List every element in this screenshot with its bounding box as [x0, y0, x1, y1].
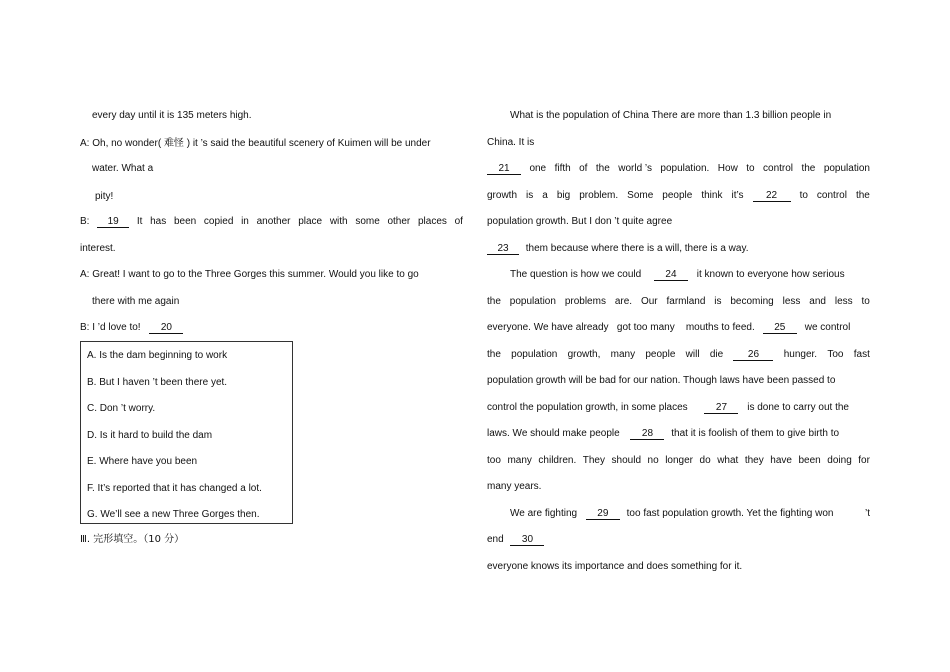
- passage-line: population growth. But I don ’t quite agree: [487, 216, 673, 227]
- passage-line: laws. We should make people 28 that it is foolish of them to give birth to: [487, 428, 840, 439]
- option-g: G. We’ll see a new Three Gorges then.: [87, 509, 260, 520]
- passage-line: China. It is: [487, 137, 535, 148]
- passage-line: too many children. They should no longer do what they have been doing for: [487, 455, 870, 466]
- options-box: [80, 341, 293, 524]
- dialogue-line: there with me again: [92, 296, 180, 307]
- blank-21[interactable]: 21: [487, 163, 521, 175]
- blank-20[interactable]: 20: [149, 322, 183, 334]
- option-b: B. But I haven ’t been there yet.: [87, 377, 228, 388]
- passage-line: growth is a big problem. Some people think it’s 22 to control the: [487, 190, 870, 201]
- option-c: C. Don ’t worry.: [87, 403, 156, 414]
- passage-line: the population growth, many people will die 26 hunger. Too fast: [487, 349, 870, 360]
- dialogue-line: pity!: [95, 191, 114, 202]
- blank-26[interactable]: 26: [733, 349, 773, 361]
- dialogue-line: A: Great! I want to go to the Three Gorges this summer. Would you like to go: [80, 269, 419, 280]
- dialogue-line: A: Oh, no wonder( 难怪 ) it ’s said the beautiful scenery of Kuimen will be under: [80, 138, 431, 149]
- passage-line: control the population growth, in some places 27 is done to carry out the: [487, 402, 849, 413]
- passage-line: everyone knows its importance and does something for it.: [487, 561, 743, 572]
- passage-line: population growth will be bad for our nation. Though laws have been passed to: [487, 375, 836, 386]
- blank-23[interactable]: 23: [487, 243, 519, 255]
- blank-27[interactable]: 27: [704, 402, 738, 414]
- passage-line: everyone. We have already got too many mouths to feed. 25 we control: [487, 322, 851, 333]
- section-title: Ⅲ. 完形填空。（10 分）: [80, 534, 185, 545]
- dialogue-line: B: I ’d love to! 20: [80, 322, 183, 334]
- passage-line: The question is how we could 24 it known to everyone how serious: [510, 269, 845, 280]
- dialogue-line: interest.: [80, 243, 116, 254]
- blank-19[interactable]: 19: [97, 216, 129, 228]
- passage-line: 23 them because where there is a will, there is a way.: [487, 243, 748, 255]
- chinese-gloss: 难怪: [163, 138, 184, 149]
- option-e: E. Where have you been: [87, 456, 198, 467]
- blank-25[interactable]: 25: [763, 322, 797, 334]
- option-d: D. Is it hard to build the dam: [87, 430, 213, 441]
- passage-line: What is the population of China There are more than 1.3 billion people in: [510, 110, 832, 121]
- dialogue-line: B: 19 It has been copied in another place with some other places of: [80, 216, 463, 227]
- blank-30[interactable]: 30: [510, 534, 544, 546]
- option-f: F. It’s reported that it has changed a lot.: [87, 483, 262, 494]
- blank-29[interactable]: 29: [586, 508, 620, 520]
- dialogue-line: every day until it is 135 meters high.: [92, 110, 252, 121]
- dialogue-line: water. What a: [92, 163, 154, 174]
- passage-line: end 30: [487, 534, 544, 546]
- passage-line: many years.: [487, 481, 542, 492]
- blank-28[interactable]: 28: [630, 428, 664, 440]
- blank-22[interactable]: 22: [753, 190, 791, 202]
- passage-line: 21 one fifth of the world ’s population. How to control the population: [487, 163, 870, 175]
- blank-24[interactable]: 24: [654, 269, 688, 281]
- passage-line: We are fighting 29 too fast population growth. Yet the fighting won ’t: [510, 508, 870, 519]
- option-a: A. Is the dam beginning to work: [87, 350, 228, 361]
- passage-line: the population problems are. Our farmland is becoming less and less to: [487, 296, 870, 307]
